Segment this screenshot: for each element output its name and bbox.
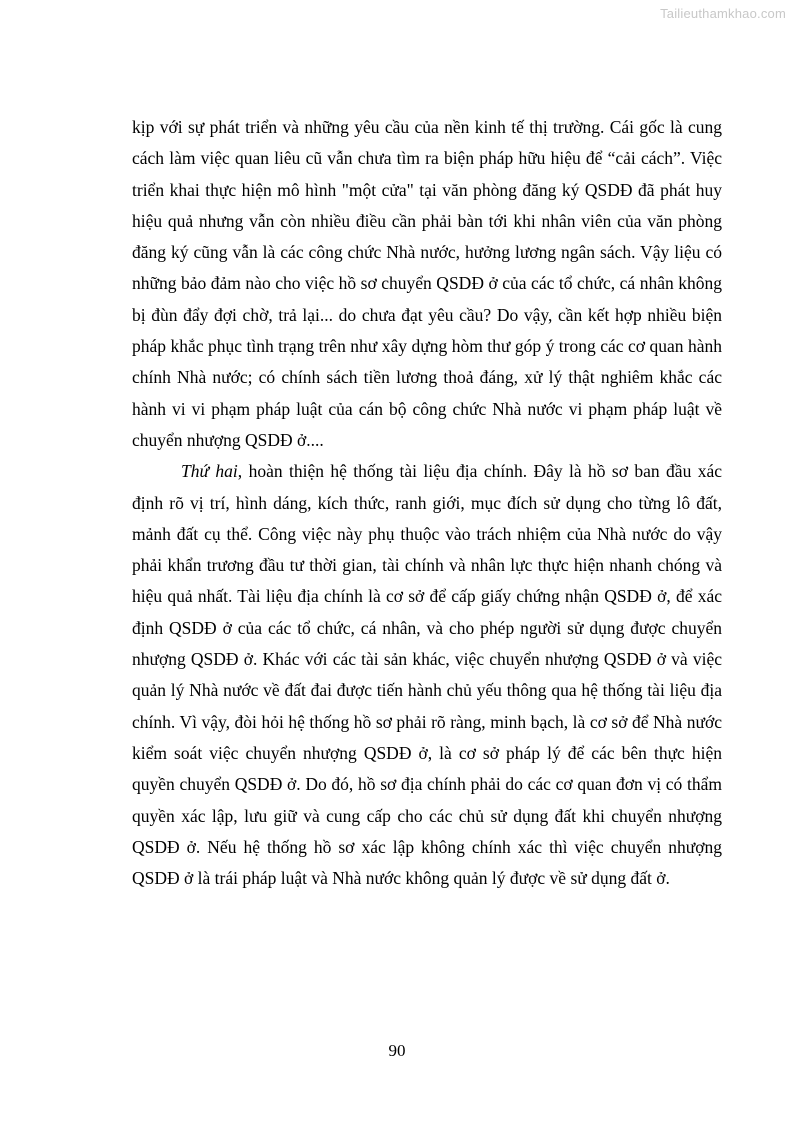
page-number: 90	[388, 1041, 406, 1060]
paragraph-1: kịp với sự phát triển và những yêu cầu của nền kinh tế thị trường. Cái gốc là cung cách làm việc quan liêu cũ vẫn chưa tìm ra biện pháp hữu hiệu để “cải cách”. Việc triển khai thực hiện mô hình "một cửa" tại văn phòng đăng ký QSDĐ đã phát huy hiệu quả nhưng vẫn còn nhiều điều cần phải bàn tới khi nhân viên của văn phòng đăng ký cũng vẫn là các công chức Nhà nước, hưởng lương ngân sách. Vậy liệu có những bảo đảm nào cho việc hồ sơ chuyển QSDĐ ở của các tổ chức, cá nhân không bị đùn đẩy đợi chờ, trả lại... do chưa đạt yêu cầu? Do vậy, cần kết hợp nhiều biện pháp khắc phục tình trạng trên như xây dựng hòm thư góp ý trong các cơ quan hành chính Nhà nước; có chính sách tiền lương thoả đáng, xử lý thật nghiêm khắc các hành vi vi phạm pháp luật của cán bộ công chức Nhà nước vi phạm pháp luật về chuyển nhượng QSDĐ ở....	[132, 117, 722, 450]
document-body	[132, 112, 722, 894]
paragraph-2-text: , hoàn thiện hệ thống tài liệu địa chính. Đây là hồ sơ ban đầu xác định rõ vị trí, hình dáng, kích thức, ranh giới, mục đích sử dụng cho từng lô đất, mảnh đất cụ thể. Công việc này phụ thuộc vào trách nhiệm của Nhà nước do vậy phải khẩn trương đầu tư thời gian, tài chính và nhân lực thực hiện nhanh chóng và hiệu quả nhất. Tài liệu địa chính là cơ sở để cấp giấy chứng nhận QSDĐ ở, để xác định QSDĐ ở của các tổ chức, cá nhân, và cho phép người sử dụng được chuyển nhượng QSDĐ ở. Khác với các tài sản khác, việc chuyển nhượng QSDĐ ở và việc quản lý Nhà nước về đất đai được tiến hành chủ yếu thông qua hệ thống tài liệu địa chính. Vì vậy, đòi hỏi hệ thống hồ sơ phải rõ ràng, minh bạch, là cơ sở để Nhà nước kiểm soát việc chuyển nhượng QSDĐ ở, là cơ sở pháp lý để các bên thực hiện quyền chuyển QSDĐ ở. Do đó, hồ sơ địa chính phải do các cơ quan đơn vị có thẩm quyền xác lập, lưu giữ và cung cấp cho các chủ sử dụng đất khi chuyển nhượng QSDĐ ở. Nếu hệ thống hồ sơ xác lập không chính xác thì việc chuyển nhượng QSDĐ ở là trái pháp luật và Nhà nước không quản lý được về sử dụng đất ở.	[132, 461, 722, 889]
paragraph-2	[132, 456, 722, 894]
watermark: Tailieuthamkhao.com	[660, 6, 786, 21]
paragraph-2-lead: Thứ hai	[181, 461, 238, 482]
